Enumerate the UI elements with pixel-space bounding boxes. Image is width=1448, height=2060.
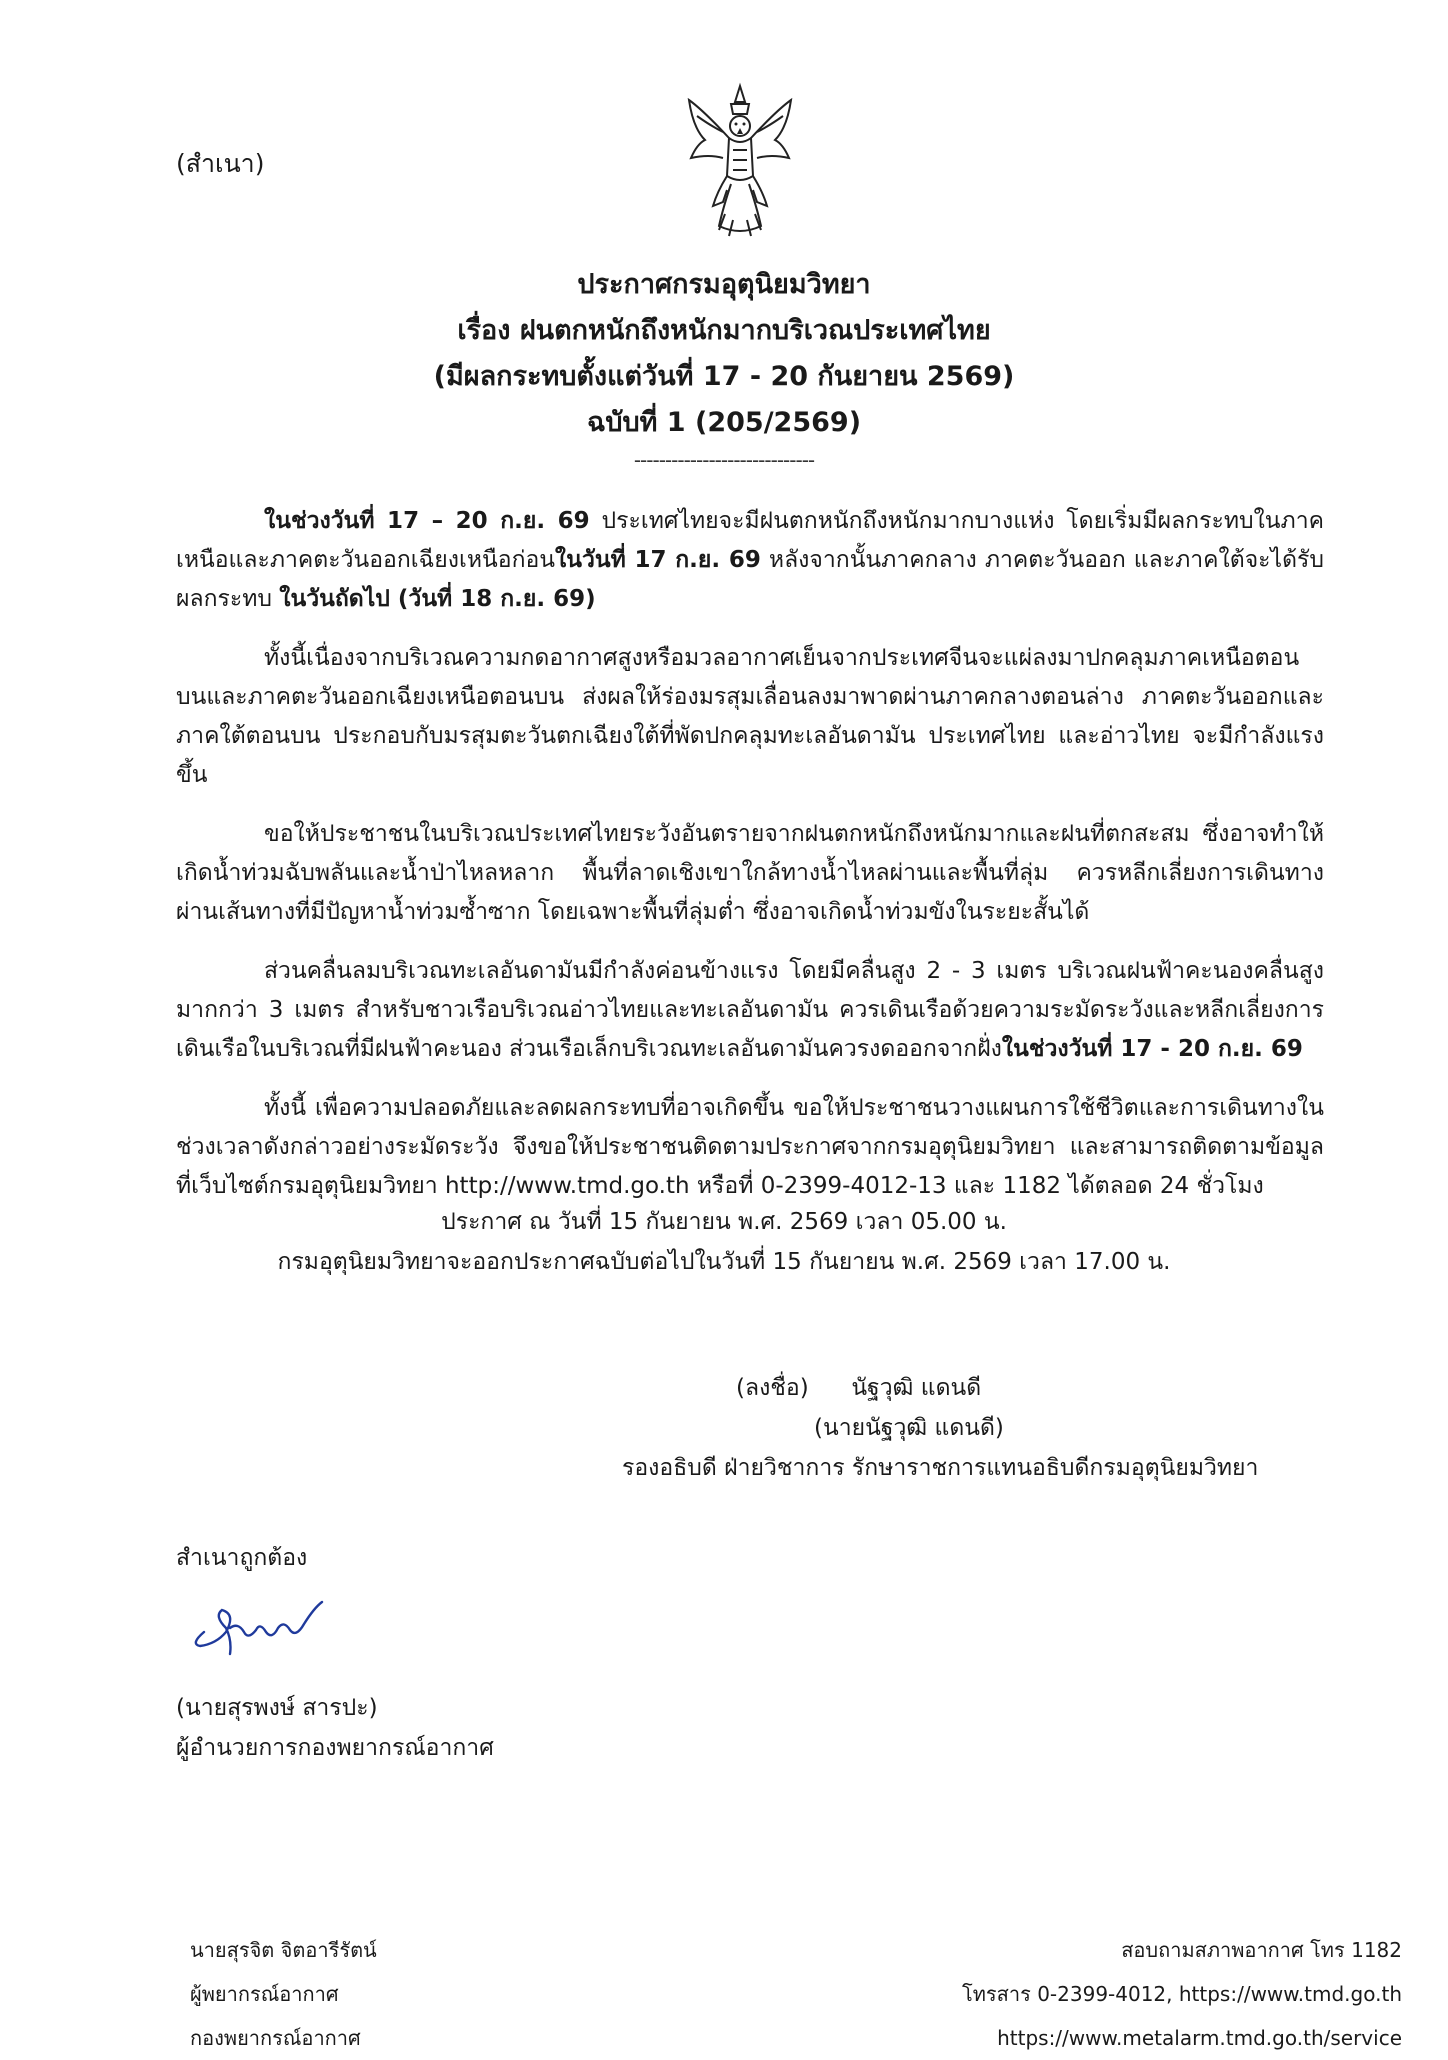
paragraph-4-bold: ในช่วงวันที่ 17 - 20 ก.ย. 69 [1001, 1036, 1303, 1062]
signatory-full-name: (นายนัฐวุฒิ แดนดี) [814, 1415, 1004, 1441]
contact-phone: สอบถามสภาพอากาศ โทร 1182 [1121, 1938, 1402, 1962]
signed-label: (ลงชื่อ) [736, 1375, 809, 1401]
contact-service-url: https://www.metalarm.tmd.go.th/service [997, 2026, 1402, 2050]
contact-fax-website: โทรสาร 0-2399-4012, https://www.tmd.go.th [962, 1982, 1402, 2006]
paragraph-1-bold-3: ในวันถัดไป (วันที่ 18 ก.ย. 69) [279, 586, 596, 612]
certifier-block [176, 1688, 494, 1768]
footer-right [962, 1928, 1402, 2060]
paragraph-1 [176, 502, 1324, 619]
paragraph-4-text: ส่วนคลื่นลมบริเวณทะเลอันดามันมีกำลังค่อนข้างแรง โดยมีคลื่นสูง 2 - 3 เมตร บริเวณฝนฟ้าคะนองคลื่นสูงมากกว่า 3 เมตร สำหรับชาวเรือบริเวณอ่าวไทยและทะเลอันดามัน ควรเดินเรือด้วยความระมัดระวังและหลีกเลี่ยงการเดินเรือในบริเวณที่มีฝนฟ้าคะนอง ส่วนเรือเล็กบริเวณทะเลอันดามันควรงดออกจากฝั่ง [176, 958, 1324, 1062]
certifier-name: (นายสุรพงษ์ สารปะ) [176, 1695, 378, 1721]
header-subject: เรื่อง ฝนตกหนักถึงหนักมากบริเวณประเทศไทย [457, 315, 991, 346]
certifier-position: ผู้อำนวยการกองพยากรณ์อากาศ [176, 1735, 494, 1761]
handwritten-signature [186, 1592, 326, 1664]
signatory-position: รองอธิบดี ฝ่ายวิชาการ รักษาราชการแทนอธิบดีกรมอุตุนิยมวิทยา [622, 1455, 1259, 1481]
announcement-date: ประกาศ ณ วันที่ 15 กันยายน พ.ศ. 2569 เวลา 05.00 น. [441, 1209, 1007, 1235]
announcement-date-block [0, 1202, 1448, 1282]
header-issue-number: ฉบับที่ 1 (205/2569) [586, 407, 862, 438]
paragraph-1-bold-1: ในช่วงวันที่ 17 – 20 ก.ย. 69 [264, 508, 590, 534]
copy-mark: (สำเนา) [176, 149, 265, 178]
paragraph-1-text-2: หลังจากนั้นภาคกลาง ภาคตะวันออก และภาคใต้จะได้รับผลกระทบ [176, 547, 1324, 612]
paragraph-1-text-1: ประเทศไทยจะมีฝนตกหนักถึงหนักมากบางแห่ง โดยเริ่มมีผลกระทบในภาคเหนือและภาคตะวันออกเฉียงเหนือก่อน [176, 508, 1324, 573]
next-announcement: กรมอุตุนิยมวิทยาจะออกประกาศฉบับต่อไปในวันที่ 15 กันยายน พ.ศ. 2569 เวลา 17.00 น. [277, 1249, 1171, 1275]
signature-line [736, 1368, 981, 1408]
forecaster-division: กองพยากรณ์อากาศ [190, 2026, 361, 2050]
garuda-emblem-icon [683, 80, 797, 240]
forecaster-title: ผู้พยากรณ์อากาศ [190, 1982, 339, 2006]
paragraph-1-bold-2: ในวันที่ 17 ก.ย. 69 [555, 547, 761, 573]
announcement-body [176, 502, 1324, 1226]
paragraph-4 [176, 952, 1324, 1069]
header-title: ประกาศกรมอุตุนิยมวิทยา [577, 269, 871, 300]
announcement-header [0, 262, 1448, 446]
paragraph-2: ทั้งนี้เนื่องจากบริเวณความกดอากาศสูงหรือมวลอากาศเย็นจากประเทศจีนจะแผ่ลงมาปกคลุมภาคเหนือตอนบนและภาคตะวันออกเฉียงเหนือตอนบน ส่งผลให้ร่องมรสุมเลื่อนลงมาพาดผ่านภาคกลางตอนล่าง ภาคตะวันออกและภาคใต้ตอนบน ประกอบกับมรสุมตะวันตกเฉียงใต้ที่พัดปกคลุมทะเลอันดามัน ประเทศไทย และอ่าวไทย จะมีกำลังแรงขึ้น [176, 645, 1324, 788]
footer-left [190, 1928, 377, 2060]
certified-copy-label: สำเนาถูกต้อง [176, 1545, 308, 1571]
forecaster-name: นายสุรจิต จิตอารีรัตน์ [190, 1938, 377, 1962]
paragraph-5: ทั้งนี้ เพื่อความปลอดภัยและลดผลกระทบที่อาจเกิดขึ้น ขอให้ประชาชนวางแผนการใช้ชีวิตและการเดินทางในช่วงเวลาดังกล่าวอย่างระมัดระวัง จึงขอให้ประชาชนติดตามประกาศจากกรมอุตุนิยมวิทยา และสามารถติดตามข้อมูลที่เว็บไซต์กรมอุตุนิยมวิทยา http://www.tmd.go.th หรือที่ 0-2399-4012-13 และ 1182 ได้ตลอด 24 ชั่วโมง [176, 1095, 1324, 1199]
header-effective-dates: (มีผลกระทบตั้งแต่วันที่ 17 - 20 กันยายน 2569) [433, 361, 1015, 392]
paragraph-3: ขอให้ประชาชนในบริเวณประเทศไทยระวังอันตรายจากฝนตกหนักถึงหนักมากและฝนที่ตกสะสม ซึ่งอาจทำให้เกิดน้ำท่วมฉับพลันและน้ำป่าไหลหลาก พื้นที่ลาดเชิงเขาใกล้ทางน้ำไหลผ่านและพื้นที่ลุ่ม ควรหลีกเลี่ยงการเดินทางผ่านเส้นทางที่มีปัญหาน้ำท่วมซ้ำซาก โดยเฉพาะพื้นที่ลุ่มต่ำ ซึ่งอาจเกิดน้ำท่วมขังในระยะสั้นได้ [176, 821, 1324, 925]
signed-name: นัฐวุฒิ แดนดี [851, 1375, 982, 1401]
header-separator: ----------------------------- [633, 448, 815, 472]
